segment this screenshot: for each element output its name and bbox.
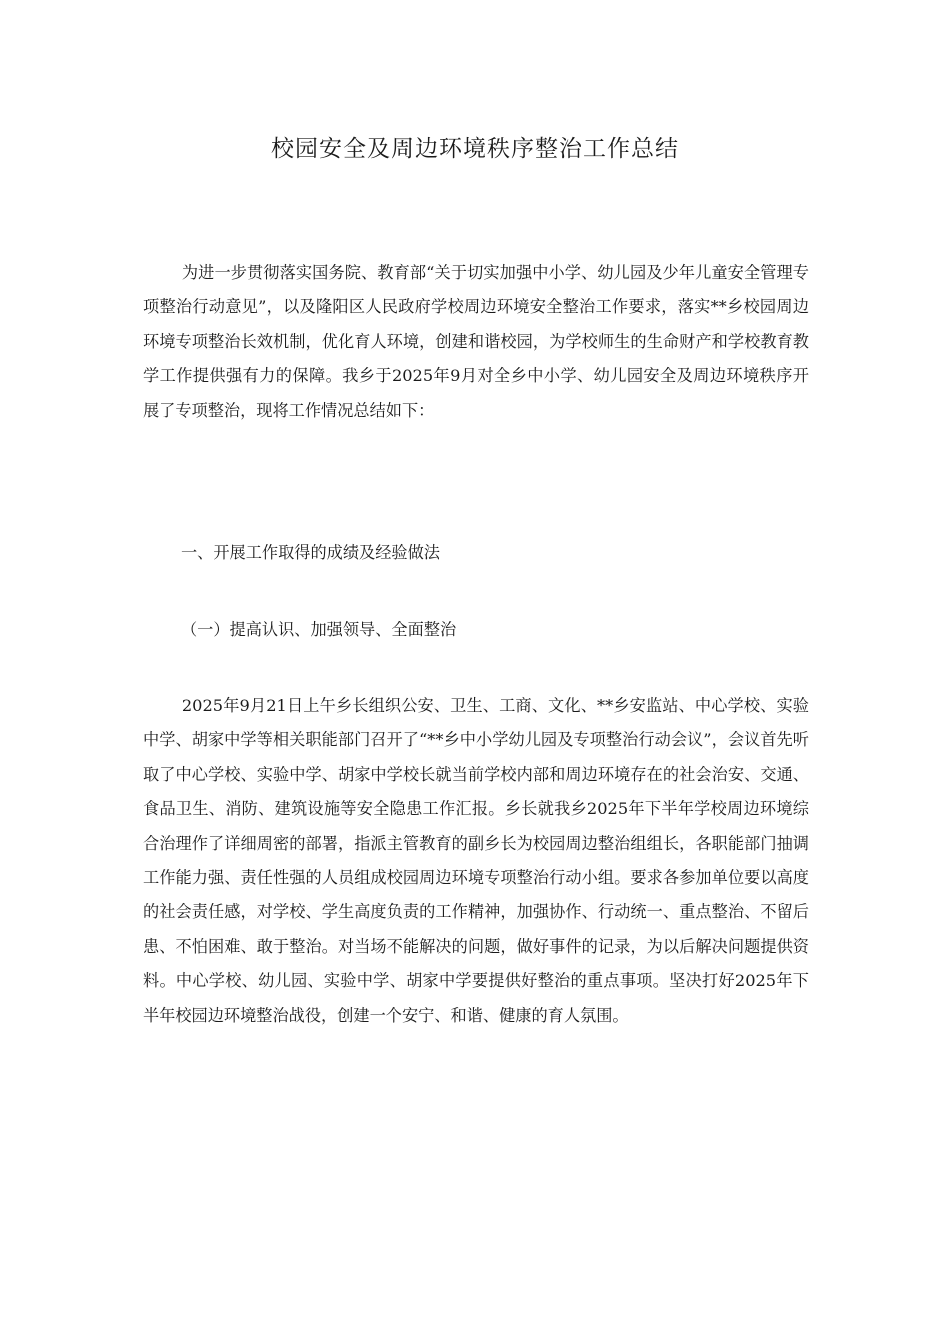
document-title: 校园安全及周边环境秩序整治工作总结 (271, 136, 679, 162)
subsection-heading-1: （一）提高认识、加强领导、全面整治 (181, 620, 457, 639)
intro-paragraph: 为进一步贯彻落实国务院、教育部“关于切实加强中小学、幼儿园及少年儿童安全管理专项整治行动意见”，以及隆阳区人民政府学校周边环境安全整治工作要求，落实**乡校园周边环境专项整治长效机制，优化育人环境，创建和谐校园，为学校师生的生命财产和学校教育教学工作提供强有力的保障。我乡于2025年9月对全乡中小学、幼儿园安全及周边环境秩序开展了专项整治，现将工作情况总结如下： (143, 263, 809, 420)
meeting-paragraph: 2025年9月21日上午乡长组织公安、卫生、工商、文化、**乡安监站、中心学校、实验中学、胡家中学等相关职能部门召开了“**乡中小学幼儿园及专项整治行动会议”，会议首先听取了中心学校、实验中学、胡家中学校长就当前学校内部和周边环境存在的社会治安、交通、食品卫生、消防、建筑设施等安全隐患工作汇报。乡长就我乡2025年下半年学校周边环境综合治理作了详细周密的部署，指派主管教育的副乡长为校园周边整治组组长，各职能部门抽调工作能力强、责任性强的人员组成校园周边环境专项整治行动小组。要求各参加单位要以高度的社会责任感，对学校、学生高度负责的工作精神，加强协作、行动统一、重点整治、不留后患、不怕困难、敢于整治。对当场不能解决的问题，做好事件的记录，为以后解决问题提供资料。中心学校、幼儿园、实验中学、胡家中学要提供好整治的重点事项。坚决打好2025年下半年校园边环境整治战役，创建一个安宁、和谐、健康的育人氛围。 (143, 696, 809, 1025)
section-heading-1: 一、开展工作取得的成绩及经验做法 (181, 543, 440, 562)
